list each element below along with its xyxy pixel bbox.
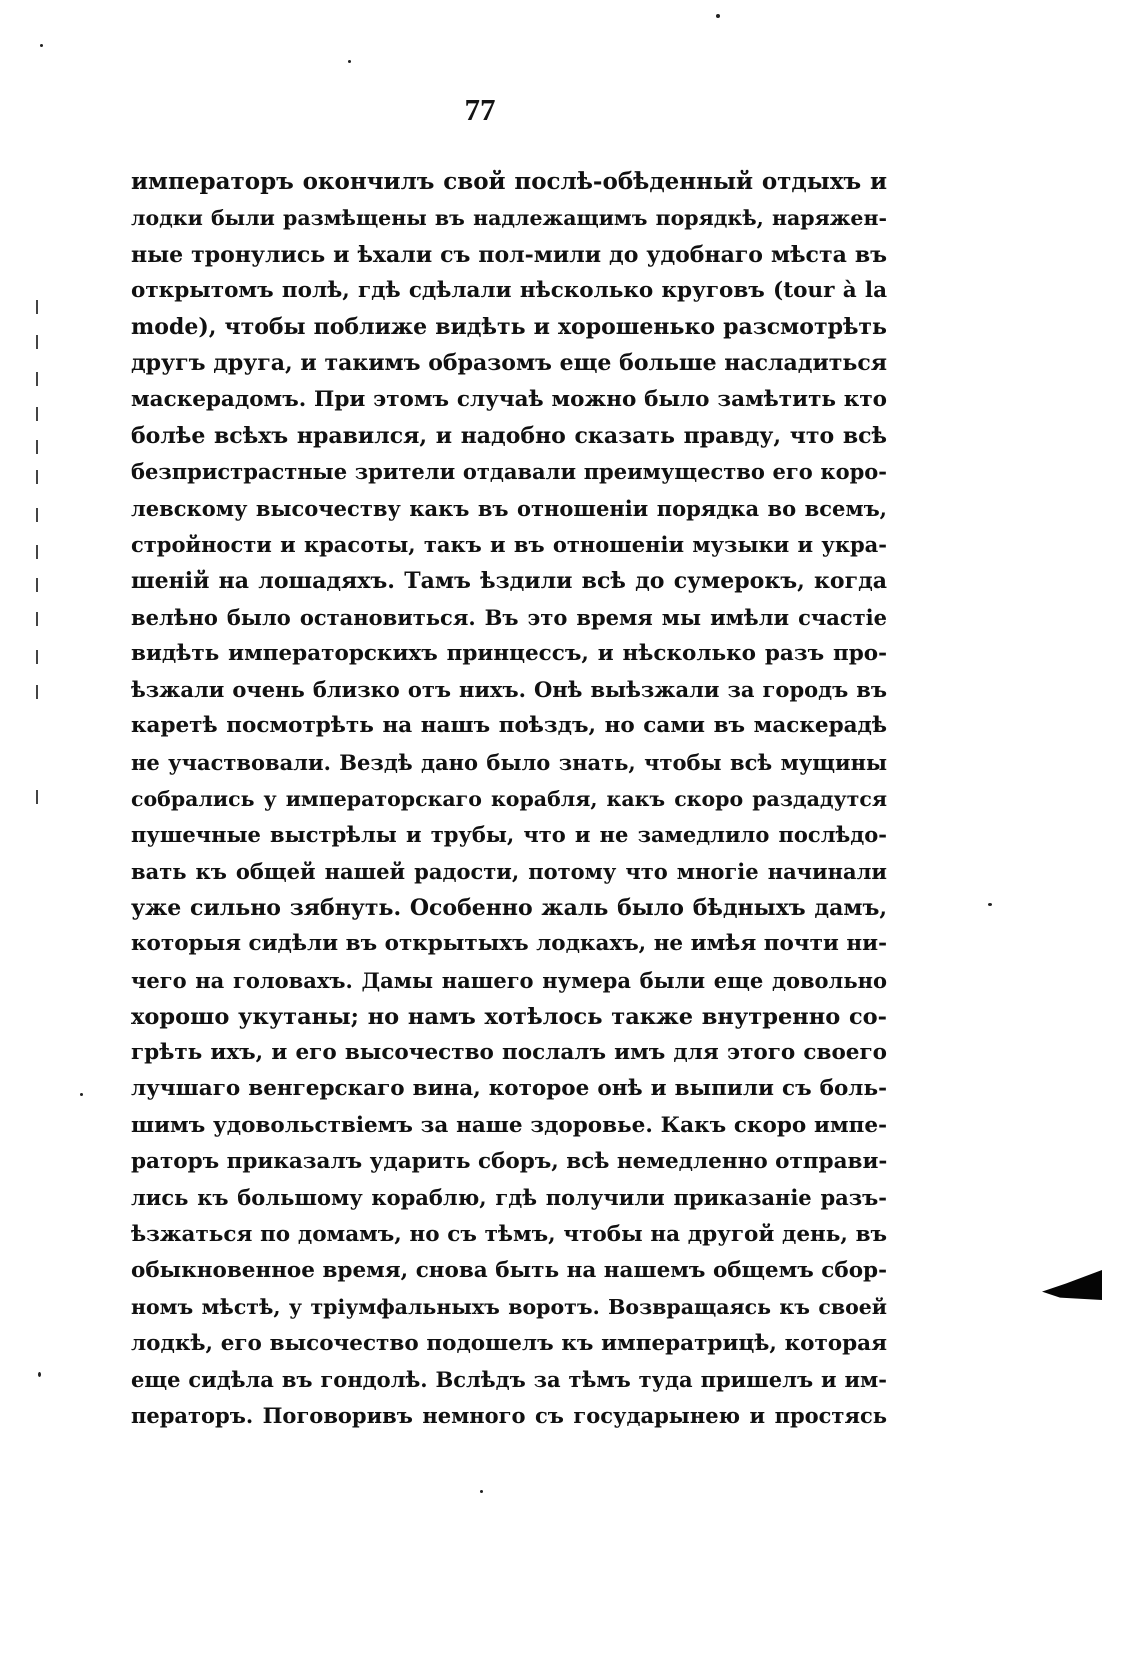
text-line: обыкновенное время, снова быть на нашемъ общемъ сбор- xyxy=(131,1257,887,1283)
margin-mark xyxy=(36,578,38,592)
text-line: mode), чтобы поближе видѣть и хорошенько разсмотрѣть xyxy=(131,314,887,341)
scan-speck xyxy=(80,1093,83,1096)
margin-mark xyxy=(36,407,38,421)
text-line: еще сидѣла въ гондолѣ. Вслѣдъ за тѣмъ туда пришелъ и им- xyxy=(131,1366,887,1392)
margin-mark xyxy=(36,508,38,522)
text-line: грѣть ихъ, и его высочество послалъ имъ для этого своего xyxy=(131,1040,887,1066)
text-line: лодкѣ, его высочество подошелъ къ императрицѣ, которая xyxy=(131,1330,887,1356)
text-line: лись къ большому кораблю, гдѣ получили приказанiе разъ- xyxy=(131,1185,887,1211)
text-line: шимъ удовольствiемъ за наше здоровье. Какъ скоро импе- xyxy=(131,1112,887,1138)
text-line: левскому высочеству какъ въ отношенiи порядка во всемъ, xyxy=(131,495,887,521)
text-line: номъ мѣстѣ, у трiумфальныхъ воротъ. Возвращаясь къ своей xyxy=(131,1295,887,1320)
text-line: ѣзжаться по домамъ, но съ тѣмъ, чтобы на другой день, въ xyxy=(131,1221,887,1247)
scan-speck xyxy=(480,1490,483,1493)
scan-speck xyxy=(40,44,43,47)
margin-mark xyxy=(36,470,38,484)
scan-speck xyxy=(348,60,351,63)
scan-speck xyxy=(988,903,992,906)
margin-mark xyxy=(36,440,38,454)
page-number: 77 xyxy=(464,92,496,127)
text-line: стройности и красоты, такъ и въ отношенiи музыки и укра- xyxy=(131,531,887,557)
text-line: видѣть императорскихъ принцессъ, и нѣсколько разъ про- xyxy=(131,640,887,666)
margin-mark xyxy=(36,335,38,349)
text-line: шенiй на лошадяхъ. Тамъ ѣздили всѣ до сумерокъ, когда xyxy=(131,568,887,595)
text-line: болѣе всѣхъ нравился, и надобно сказать правду, что всѣ xyxy=(131,423,887,450)
text-line: хорошо укутаны; но намъ хотѣлось также внутренно со- xyxy=(131,1003,887,1030)
text-line: лодки были размѣщены въ надлежащимъ порядкѣ, наряжен- xyxy=(131,206,887,231)
text-line: маскерадомъ. При этомъ случаѣ можно было замѣтить кто xyxy=(131,386,887,412)
text-line: ператоръ. Поговоривъ немного съ государынею и простясь xyxy=(131,1403,887,1429)
text-line: открытомъ полѣ, гдѣ сдѣлали нѣсколько круговъ (tour à la xyxy=(131,277,887,303)
margin-mark xyxy=(36,612,38,626)
text-line: пушечные выстрѣлы и трубы, что и не замедлило послѣдо- xyxy=(131,822,887,848)
margin-mark xyxy=(36,300,38,314)
text-line: каретѣ посмотрѣть на нашъ поѣздъ, но сами въ маскерадѣ xyxy=(131,713,887,739)
text-line: не участвовали. Вездѣ дано было знать, чтобы всѣ мущины xyxy=(131,749,887,775)
text-line: уже сильно зябнуть. Особенно жаль было бѣдныхъ дамъ, xyxy=(131,894,887,921)
margin-mark xyxy=(36,372,38,386)
text-line: чего на головахъ. Дамы нашего нумера были еще довольно xyxy=(131,967,887,993)
margin-mark xyxy=(36,545,38,559)
scan-speck xyxy=(38,1372,41,1377)
text-line: вать къ общей нашей радости, потому что многiе начинали xyxy=(131,858,887,884)
text-line: раторъ приказалъ ударить сборъ, всѣ немедленно отправи- xyxy=(131,1149,888,1175)
scan-speck xyxy=(716,14,720,18)
text-line: безпристрастные зрители отдавали преимущество его коро- xyxy=(131,459,887,485)
text-line: лучшаго венгерскаго вина, которое онѣ и выпили съ боль- xyxy=(131,1076,887,1102)
text-line: собрались у императорскаго корабля, какъ скоро раздадутся xyxy=(131,787,887,812)
margin-mark xyxy=(36,685,38,699)
text-line: другъ друга, и такимъ образомъ еще больше насладиться xyxy=(131,350,887,377)
text-line: которыя сидѣли въ открытыхъ лодкахъ, не имѣя почти ни- xyxy=(131,931,887,957)
ink-blot xyxy=(1042,1270,1102,1300)
body-text xyxy=(131,164,887,1434)
text-line: ные тронулись и ѣхали съ пол-мили до удобнаго мѣста въ xyxy=(131,241,887,268)
margin-mark xyxy=(36,650,38,664)
margin-mark xyxy=(36,790,38,804)
text-line: велѣно было остановиться. Въ это время мы имѣли счастiе xyxy=(131,604,887,630)
text-line: императоръ окончилъ свой послѣ-обѣденный отдыхъ и xyxy=(131,168,887,195)
text-line: ѣзжали очень близко отъ нихъ. Онѣ выѣзжали за городъ въ xyxy=(131,677,887,703)
